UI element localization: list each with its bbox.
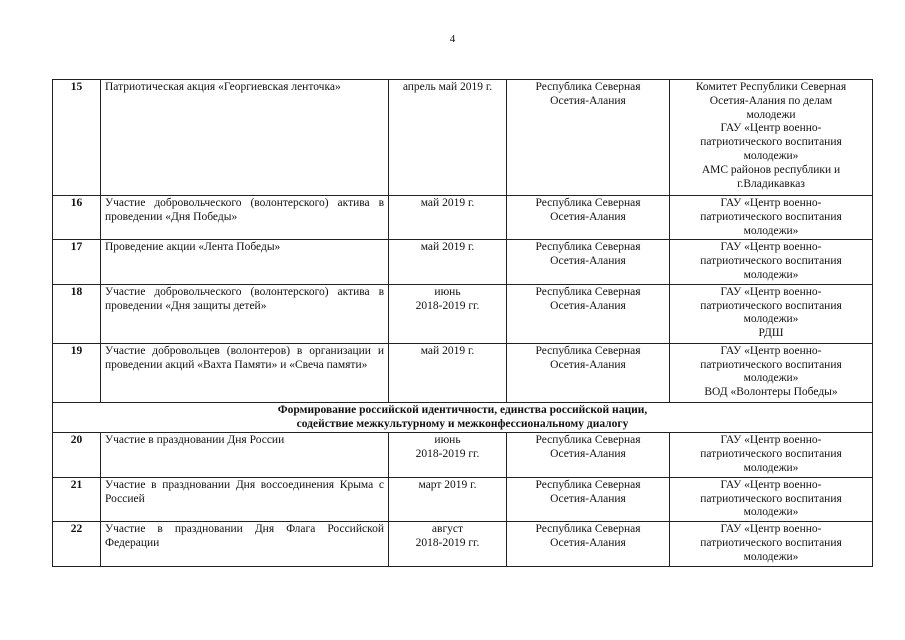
responsible-party xyxy=(670,477,873,521)
event-name: Участие добровольческого (волонтерского) актива в проведении «Дня защиты детей» xyxy=(101,284,389,343)
row-number: 22 xyxy=(53,522,101,567)
event-place xyxy=(507,80,670,196)
responsible-party-line: молодежи» xyxy=(743,550,799,563)
event-place xyxy=(507,196,670,240)
row-number: 16 xyxy=(53,196,101,240)
event-date-line: 2018-2019 гг. xyxy=(415,448,480,461)
row-number: 21 xyxy=(53,477,101,521)
event-date-line: август xyxy=(431,523,464,536)
event-place-line: Осетия-Алания xyxy=(550,492,626,505)
event-place-line: Осетия-Алания xyxy=(550,255,626,268)
event-place-line: Осетия-Алания xyxy=(550,210,626,223)
event-place-line: Республика Северная xyxy=(535,285,641,298)
event-date xyxy=(389,80,507,196)
event-date-line: 2018-2019 гг. xyxy=(415,536,480,549)
event-place xyxy=(507,343,670,402)
responsible-party-line: ГАУ «Центр военно- xyxy=(720,344,822,357)
table-row xyxy=(53,80,873,196)
event-place xyxy=(507,522,670,567)
event-name: Участие в праздновании Дня воссоединения Крыма с Россией xyxy=(101,477,389,521)
event-place-line: Республика Северная xyxy=(535,241,641,254)
event-date-line: март 2019 г. xyxy=(418,478,477,491)
responsible-party-line: патриотического воспитания xyxy=(700,136,842,149)
section-heading xyxy=(53,402,873,433)
event-place-line: Осетия-Алания xyxy=(550,448,626,461)
event-date-line: июнь xyxy=(434,434,461,447)
event-name: Участие в праздновании Дня России xyxy=(101,433,389,477)
responsible-party-line: молодежи» xyxy=(743,268,799,281)
responsible-party-line: молодежи» xyxy=(743,224,799,237)
responsible-party-line: молодежи» xyxy=(743,372,799,385)
table-row xyxy=(53,477,873,521)
responsible-party xyxy=(670,284,873,343)
section-heading-line: Формирование российской идентичности, единства российской нации, xyxy=(277,403,648,416)
event-date xyxy=(389,284,507,343)
event-place-line: Республика Северная xyxy=(535,81,641,93)
event-place-line: Осетия-Алания xyxy=(550,358,626,371)
event-name: Участие добровольческого (волонтерского) актива в проведении «Дня Победы» xyxy=(101,196,389,240)
responsible-party xyxy=(670,522,873,567)
row-number: 17 xyxy=(53,240,101,284)
responsible-party-line: молодежи» xyxy=(743,461,799,474)
table-row xyxy=(53,196,873,240)
event-date-line: июнь xyxy=(434,285,461,298)
responsible-party-line: молодежи» xyxy=(743,506,799,519)
section-heading-line: содействие межкультурному и межконфессиональному диалогу xyxy=(296,417,629,430)
row-number: 19 xyxy=(53,343,101,402)
event-place-line: Осетия-Алания xyxy=(550,536,626,549)
table-row xyxy=(53,284,873,343)
responsible-party-line: ГАУ «Центр военно- xyxy=(720,122,822,135)
event-place xyxy=(507,477,670,521)
responsible-party-line: г.Владикавказ xyxy=(737,177,805,190)
responsible-party-line: ВОД «Волонтеры Победы» xyxy=(704,386,838,399)
event-date-line: май 2019 г. xyxy=(420,241,475,254)
responsible-party-line: патриотического воспитания xyxy=(700,255,842,268)
event-place xyxy=(507,284,670,343)
responsible-party xyxy=(670,80,873,196)
event-date-line: май 2019 г. xyxy=(420,197,475,209)
responsible-party-line: патриотического воспитания xyxy=(700,358,842,371)
event-place-line: Осетия-Алания xyxy=(550,299,626,312)
event-date-line: апрель май 2019 г. xyxy=(402,81,493,93)
table-row xyxy=(53,343,873,402)
event-date-line: 2018-2019 гг. xyxy=(415,299,480,312)
responsible-party-line: патриотического воспитания xyxy=(700,210,842,223)
event-date xyxy=(389,477,507,521)
responsible-party-line: патриотического воспитания xyxy=(700,448,842,461)
event-date xyxy=(389,343,507,402)
responsible-party-line: ГАУ «Центр военно- xyxy=(720,434,822,447)
event-place-line: Республика Северная xyxy=(535,344,641,357)
events-table xyxy=(52,79,873,567)
event-name: Проведение акции «Лента Победы» xyxy=(101,240,389,284)
section-row xyxy=(53,402,873,433)
event-place xyxy=(507,433,670,477)
responsible-party-line: молодежи» xyxy=(743,313,799,326)
event-place-line: Республика Северная xyxy=(535,197,641,209)
event-place-line: Республика Северная xyxy=(535,523,641,536)
event-place-line: Осетия-Алания xyxy=(550,94,626,107)
events-table-body-top xyxy=(53,80,873,403)
responsible-party xyxy=(670,343,873,402)
responsible-party-line: ГАУ «Центр военно- xyxy=(720,478,822,491)
responsible-party xyxy=(670,240,873,284)
event-name: Участие добровольцев (волонтеров) в организации и проведении акций «Вахта Памяти» и «Свеча памяти» xyxy=(101,343,389,402)
responsible-party-line: Осетия-Алания по делам xyxy=(709,94,833,107)
responsible-party-line: молодежи xyxy=(746,108,796,121)
responsible-party-line: АМС районов республики и xyxy=(701,163,841,176)
event-place xyxy=(507,240,670,284)
responsible-party-line: патриотического воспитания xyxy=(700,492,842,505)
event-date-line: май 2019 г. xyxy=(420,344,475,357)
table-row xyxy=(53,240,873,284)
responsible-party-line: ГАУ «Центр военно- xyxy=(720,285,822,298)
event-place-line: Республика Северная xyxy=(535,434,641,447)
responsible-party-line: ГАУ «Центр военно- xyxy=(720,197,822,209)
responsible-party-line: молодежи» xyxy=(743,149,799,162)
event-date xyxy=(389,433,507,477)
table-row xyxy=(53,522,873,567)
event-name: Участие в праздновании Дня Флага Российской Федерации xyxy=(101,522,389,567)
event-date xyxy=(389,240,507,284)
event-place-line: Республика Северная xyxy=(535,478,641,491)
responsible-party-line: РДШ xyxy=(758,327,784,340)
responsible-party-line: патриотического воспитания xyxy=(700,299,842,312)
events-table-body-bottom xyxy=(53,433,873,567)
row-number: 15 xyxy=(53,80,101,196)
responsible-party-line: ГАУ «Центр военно- xyxy=(720,241,822,254)
event-date xyxy=(389,196,507,240)
section-row-group xyxy=(53,402,873,433)
responsible-party xyxy=(670,433,873,477)
event-name: Патриотическая акция «Георгиевская ленточка» xyxy=(101,80,389,196)
responsible-party-line: Комитет Республики Северная xyxy=(695,81,847,93)
responsible-party-line: патриотического воспитания xyxy=(700,536,842,549)
row-number: 20 xyxy=(53,433,101,477)
row-number: 18 xyxy=(53,284,101,343)
page-number: 4 xyxy=(449,33,456,45)
responsible-party-line: ГАУ «Центр военно- xyxy=(720,523,822,536)
table-row xyxy=(53,433,873,477)
event-date xyxy=(389,522,507,567)
responsible-party xyxy=(670,196,873,240)
